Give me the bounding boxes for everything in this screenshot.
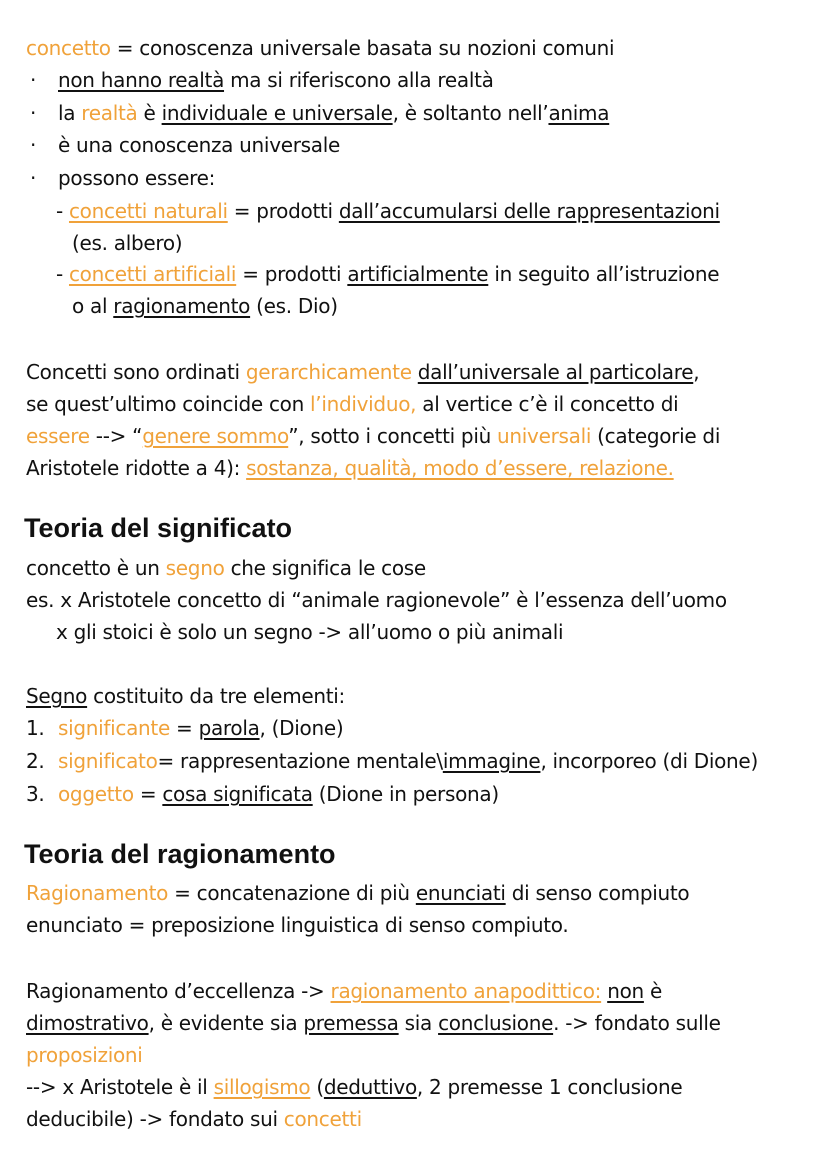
text: deducibile) -> fondato sui	[26, 1107, 284, 1131]
text: -	[56, 199, 69, 223]
paragraph-line	[26, 1075, 682, 1099]
paragraph-line	[26, 556, 426, 580]
bullet-item	[58, 166, 215, 190]
term-significato: significato	[58, 749, 158, 773]
underlined-text: dimostrativo	[26, 1011, 149, 1035]
term-gerarchicamente: gerarchicamente	[245, 360, 412, 384]
text: --> “	[89, 424, 143, 448]
text: in seguito all’istruzione	[488, 262, 720, 286]
bullet-dot: ·	[30, 133, 37, 157]
text: se quest’ultimo coincide con	[26, 392, 311, 416]
term-individuo: l’individuo,	[310, 392, 417, 416]
bullet-dot: ·	[30, 68, 37, 92]
text: Aristotele ridotte a 4):	[26, 456, 247, 480]
term-concetti-naturali: concetti naturali	[68, 199, 228, 223]
text: -	[56, 262, 69, 286]
underlined-text: ragionamento	[113, 294, 251, 318]
underlined-text: non	[607, 979, 644, 1003]
text: concetto è un	[26, 556, 166, 580]
paragraph-line	[26, 424, 720, 448]
underlined-text: conclusione	[438, 1011, 554, 1035]
sub-item-artificial	[56, 262, 719, 286]
underlined-text: deduttivo	[323, 1075, 417, 1099]
text: di senso compiuto	[505, 881, 690, 905]
text: . -> fondato sulle	[553, 1011, 721, 1035]
text: (es. albero)	[72, 231, 183, 255]
underlined-text: dall’accumularsi delle rappresentazioni	[338, 199, 720, 223]
text: o al	[72, 294, 114, 318]
text: è una conoscenza universale	[58, 133, 340, 157]
term-sillogismo: sillogismo	[213, 1075, 311, 1099]
term-oggetto: oggetto	[58, 782, 134, 806]
text: , è evidente sia	[148, 1011, 304, 1035]
heading-teoria-significato: Teoria del significato	[24, 513, 293, 543]
bullet-item	[58, 133, 340, 157]
text: costituito da tre elementi:	[87, 684, 345, 708]
text: x gli stoici è solo un segno -> all’uomo o più animali	[56, 620, 564, 644]
text: al vertice c’è il concetto di	[416, 392, 679, 416]
numbered-item	[26, 749, 758, 773]
underlined-text: non hanno realtà	[58, 68, 225, 92]
text: possono essere:	[58, 166, 216, 190]
bullet-item	[58, 101, 609, 125]
term-significante: significante	[58, 716, 170, 740]
paragraph-line	[26, 456, 674, 480]
term-ragionamento: Ragionamento	[26, 881, 169, 905]
text: , incorporeo (di Dione)	[540, 749, 758, 773]
underlined-text: anima	[548, 101, 610, 125]
term-segno: segno	[165, 556, 225, 580]
text: = concatenazione di più	[168, 881, 416, 905]
paragraph-line	[26, 392, 678, 416]
paragraph-line	[26, 913, 568, 937]
term-genere-sommo: genere sommo	[142, 424, 289, 448]
text: es. x Aristotele concetto di “animale ragionevole” è l’essenza dell’uomo	[26, 588, 727, 612]
term-categorie: sostanza, qualità, modo d’essere, relazione.	[246, 456, 674, 480]
bullet-dot: ·	[30, 101, 37, 125]
text: (	[310, 1075, 324, 1099]
term-realta: realtà	[81, 101, 138, 125]
text: è	[137, 101, 162, 125]
text: =	[169, 716, 199, 740]
text: ,	[693, 360, 700, 384]
underlined-text: enunciati	[415, 881, 506, 905]
bullet-dot: ·	[30, 166, 37, 190]
term-anapodittico: ragionamento anapodittico:	[330, 979, 602, 1003]
text: che significa le cose	[224, 556, 426, 580]
text: , è soltanto nell’	[392, 101, 549, 125]
text: --> x Aristotele è il	[26, 1075, 214, 1099]
sub-item-artificial-cont	[72, 294, 338, 318]
term-concetti-artificiali: concetti artificiali	[68, 262, 237, 286]
paragraph-line	[26, 360, 699, 384]
item-number: 3.	[26, 782, 45, 806]
text: = conoscenza universale basata su nozioni comuni	[110, 36, 615, 60]
paragraph-line	[26, 979, 662, 1003]
text: = prodotti	[227, 199, 339, 223]
underlined-text: artificialmente	[347, 262, 489, 286]
text: è	[643, 979, 662, 1003]
text: Ragionamento d’eccellenza ->	[26, 979, 331, 1003]
text: = rappresentazione mentale\	[157, 749, 443, 773]
text: ma si riferiscono alla realtà	[224, 68, 494, 92]
text: ”, sotto i concetti più	[288, 424, 498, 448]
term-concetto: concetto	[26, 36, 111, 60]
text: Concetti sono ordinati	[26, 360, 246, 384]
paragraph-line	[26, 684, 345, 708]
underlined-text: parola	[198, 716, 260, 740]
paragraph-line	[26, 1043, 143, 1067]
paragraph-line	[26, 1011, 721, 1035]
text: = prodotti	[236, 262, 348, 286]
paragraph-line	[56, 620, 563, 644]
text: enunciato = preposizione linguistica di senso compiuto.	[26, 913, 569, 937]
bullet-item	[58, 68, 494, 92]
item-number: 2.	[26, 749, 45, 773]
heading-teoria-ragionamento: Teoria del ragionamento	[24, 839, 336, 869]
text: sia	[398, 1011, 439, 1035]
paragraph-line	[26, 588, 727, 612]
item-number: 1.	[26, 716, 45, 740]
underlined-text: individuale e universale	[161, 101, 393, 125]
underlined-text: immagine	[442, 749, 541, 773]
concetto-definition	[26, 36, 614, 60]
sub-item-natural	[56, 199, 720, 223]
term-essere: essere	[26, 424, 90, 448]
term-proposizioni: proposizioni	[26, 1043, 143, 1067]
numbered-item	[26, 782, 499, 806]
term-concetti: concetti	[283, 1107, 362, 1131]
underlined-text: cosa significata	[162, 782, 313, 806]
paragraph-line	[26, 881, 689, 905]
text: =	[133, 782, 163, 806]
paragraph-line	[26, 1107, 362, 1131]
numbered-item	[26, 716, 343, 740]
sub-item-natural-cont	[72, 231, 182, 255]
text: (categorie di	[591, 424, 721, 448]
text: , (Dione)	[259, 716, 344, 740]
underlined-text: dall’universale al particolare	[417, 360, 694, 384]
underlined-text: premessa	[303, 1011, 399, 1035]
text: (Dione in persona)	[312, 782, 499, 806]
text: , 2 premesse 1 conclusione	[416, 1075, 683, 1099]
text: (es. Dio)	[250, 294, 338, 318]
underlined-text: Segno	[26, 684, 88, 708]
text: la	[58, 101, 82, 125]
term-universali: universali	[497, 424, 592, 448]
